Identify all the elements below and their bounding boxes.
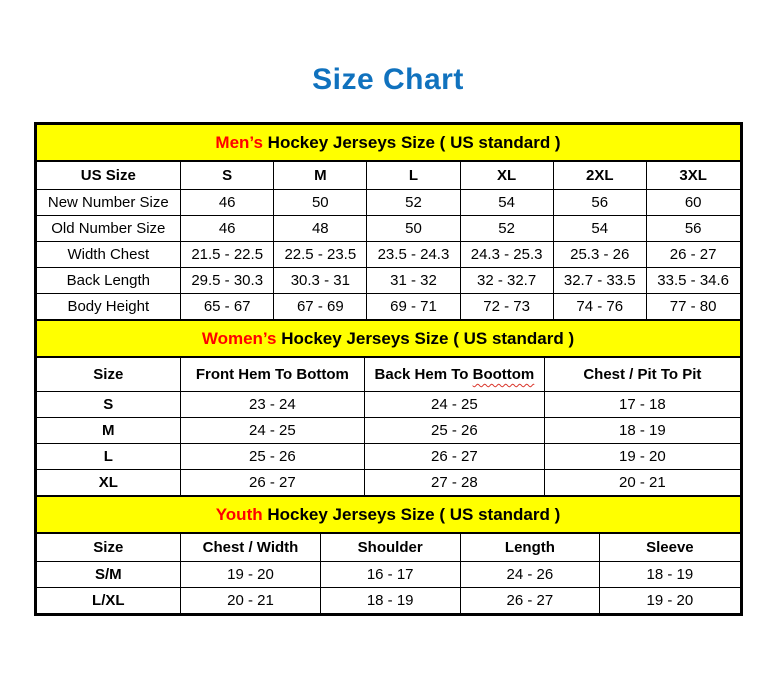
mens-section-title: Hockey Jerseys Size ( US standard ) (262, 133, 561, 152)
row-label: S (37, 392, 181, 418)
table-row (37, 588, 740, 614)
cell: 24.3 - 25.3 (460, 242, 553, 268)
row-label: Old Number Size (37, 216, 181, 242)
cell: 67 - 69 (274, 294, 367, 320)
youth-section-header (37, 495, 740, 534)
row-label: M (37, 418, 181, 444)
table-row (37, 268, 740, 294)
row-label: Width Chest (37, 242, 181, 268)
column-header-text: Back Hem To (374, 366, 469, 383)
table-row (37, 294, 740, 320)
row-label: Back Length (37, 268, 181, 294)
column-header: Length (460, 534, 600, 562)
mens-size-table (37, 162, 740, 319)
row-label: Body Height (37, 294, 181, 320)
size-chart-table (34, 122, 743, 616)
column-header: Chest / Width (181, 534, 321, 562)
cell: 65 - 67 (181, 294, 274, 320)
column-header: Shoulder (320, 534, 460, 562)
cell: 72 - 73 (460, 294, 553, 320)
cell: 60 (646, 190, 739, 216)
column-header: Size (37, 358, 181, 392)
cell: 69 - 71 (367, 294, 460, 320)
youth-size-table (37, 534, 740, 613)
column-header (364, 358, 545, 392)
youth-header-row (37, 534, 740, 562)
table-row (37, 418, 740, 444)
womens-section-highlight: Women’s (201, 329, 277, 348)
cell: 52 (460, 216, 553, 242)
column-header: S (181, 162, 274, 190)
cell: 26 - 27 (460, 588, 600, 614)
womens-section-title: Hockey Jerseys Size ( US standard ) (276, 329, 575, 348)
column-header: Chest / Pit To Pit (545, 358, 740, 392)
row-label: XL (37, 470, 181, 496)
cell: 24 - 25 (181, 418, 364, 444)
table-row (37, 190, 740, 216)
cell: 50 (367, 216, 460, 242)
womens-header-row (37, 358, 740, 392)
cell: 26 - 27 (181, 470, 364, 496)
table-row (37, 444, 740, 470)
cell: 23 - 24 (181, 392, 364, 418)
column-header: Front Hem To Bottom (181, 358, 364, 392)
table-row (37, 216, 740, 242)
cell: 56 (646, 216, 739, 242)
cell: 31 - 32 (367, 268, 460, 294)
youth-section-title: Hockey Jerseys Size ( US standard ) (262, 505, 561, 524)
cell: 74 - 76 (553, 294, 646, 320)
cell: 26 - 27 (364, 444, 545, 470)
mens-section-highlight: Men’s (215, 133, 263, 152)
cell: 24 - 26 (460, 562, 600, 588)
cell: 18 - 19 (600, 562, 740, 588)
cell: 22.5 - 23.5 (274, 242, 367, 268)
cell: 56 (553, 190, 646, 216)
cell: 32.7 - 33.5 (553, 268, 646, 294)
cell: 21.5 - 22.5 (181, 242, 274, 268)
cell: 27 - 28 (364, 470, 545, 496)
cell: 50 (274, 190, 367, 216)
cell: 46 (181, 190, 274, 216)
cell: 18 - 19 (545, 418, 740, 444)
cell: 52 (367, 190, 460, 216)
mens-header-row (37, 162, 740, 190)
table-row (37, 470, 740, 496)
cell: 48 (274, 216, 367, 242)
cell: 25 - 26 (181, 444, 364, 470)
row-label: L (37, 444, 181, 470)
cell: 18 - 19 (320, 588, 460, 614)
row-label: L/XL (37, 588, 181, 614)
womens-size-table (37, 358, 740, 495)
column-header: M (274, 162, 367, 190)
column-header: L (367, 162, 460, 190)
cell: 19 - 20 (600, 588, 740, 614)
row-label: New Number Size (37, 190, 181, 216)
column-header: 3XL (646, 162, 739, 190)
cell: 33.5 - 34.6 (646, 268, 739, 294)
cell: 20 - 21 (545, 470, 740, 496)
table-row (37, 392, 740, 418)
column-header: Size (37, 534, 181, 562)
cell: 17 - 18 (545, 392, 740, 418)
table-row (37, 242, 740, 268)
youth-section-highlight: Youth (215, 505, 263, 524)
cell: 25.3 - 26 (553, 242, 646, 268)
cell: 23.5 - 24.3 (367, 242, 460, 268)
column-header: Sleeve (600, 534, 740, 562)
cell: 19 - 20 (181, 562, 321, 588)
table-row (37, 562, 740, 588)
column-header: XL (460, 162, 553, 190)
cell: 30.3 - 31 (274, 268, 367, 294)
cell: 25 - 26 (364, 418, 545, 444)
misspelled-word: Boottom (472, 366, 535, 383)
column-header: 2XL (553, 162, 646, 190)
cell: 54 (460, 190, 553, 216)
cell: 29.5 - 30.3 (181, 268, 274, 294)
cell: 77 - 80 (646, 294, 739, 320)
cell: 20 - 21 (181, 588, 321, 614)
cell: 26 - 27 (646, 242, 739, 268)
cell: 24 - 25 (364, 392, 545, 418)
cell: 32 - 32.7 (460, 268, 553, 294)
cell: 46 (181, 216, 274, 242)
womens-section-header (37, 319, 740, 358)
cell: 19 - 20 (545, 444, 740, 470)
cell: 16 - 17 (320, 562, 460, 588)
column-header: US Size (37, 162, 181, 190)
mens-section-header (37, 125, 740, 162)
page-title: Size Chart (312, 63, 464, 96)
row-label: S/M (37, 562, 181, 588)
cell: 54 (553, 216, 646, 242)
